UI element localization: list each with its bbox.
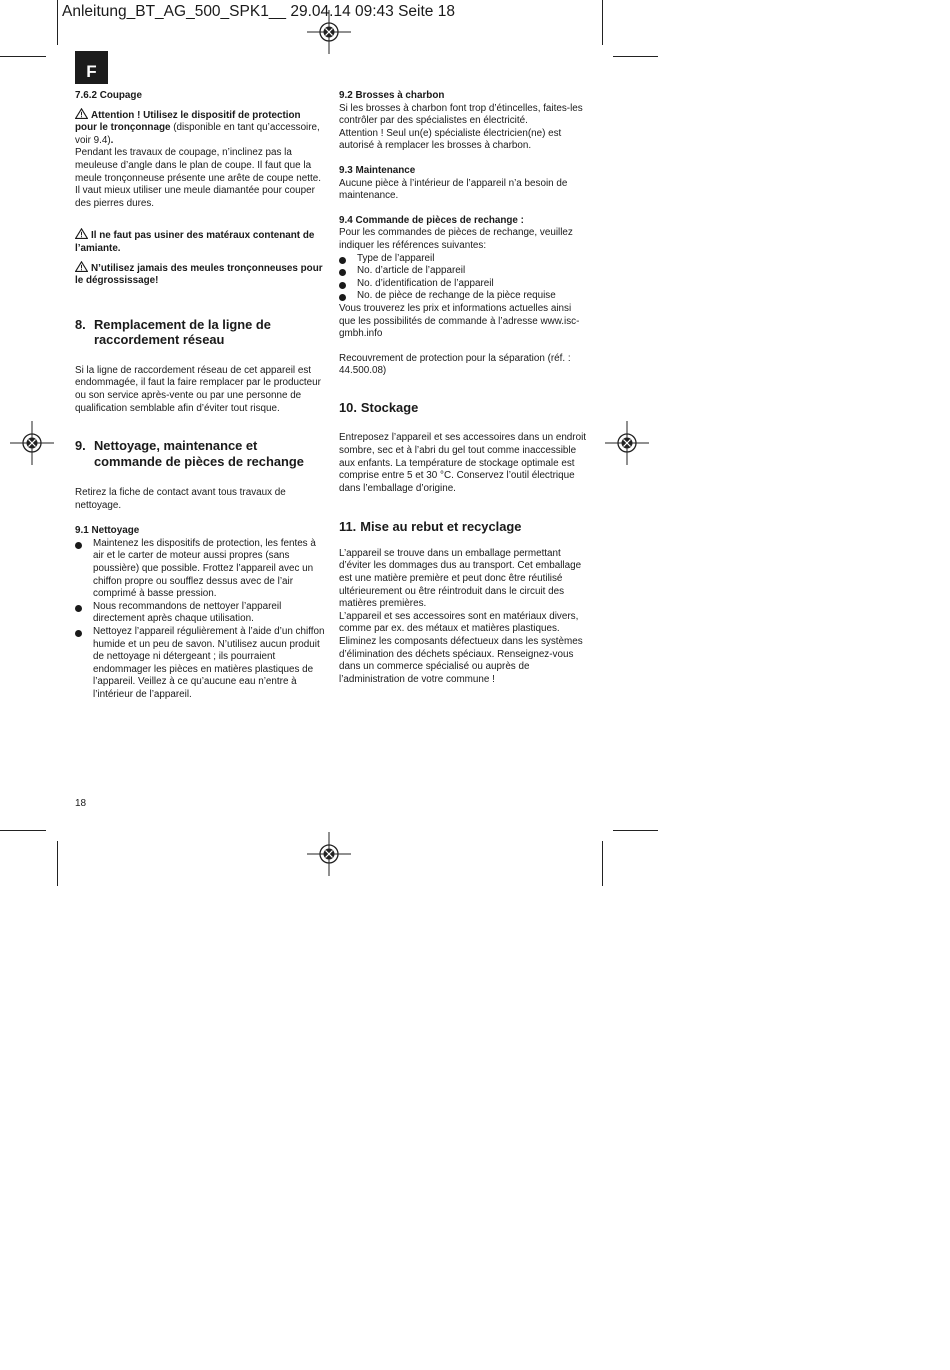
spare-parts-intro: Pour les commandes de pièces de rechange, veuillez indiquer les références suivantes: [339, 227, 573, 251]
crop-mark [0, 830, 46, 831]
section-9-number: 9. [75, 438, 86, 454]
section-8-title: Remplacement de la ligne de raccordement réseau [94, 316, 271, 348]
list-item: No. d’article de l’appareil [339, 265, 589, 278]
list-item: Maintenez les dispositifs de protection, les fentes à air et le carter de moteur aussi propres (sans poussière) que possible. Frottez l’appareil avec un chiffon propre ou soufflez dessus avec de l’air comprimé à basse pression. [75, 538, 325, 601]
crop-mark [602, 841, 603, 886]
warning-icon [75, 261, 88, 272]
crop-mark [57, 0, 58, 45]
section-9-heading [75, 438, 325, 469]
registration-mark-icon [10, 421, 54, 465]
brushes-attention: Attention ! Seul un(e) spécialiste électricien(ne) est autorisé à remplacer les brosses à charbon. [339, 127, 562, 152]
disposal-paragraph-1: L’appareil se trouve dans un emballage permettant d’éviter les dommages dus au transport. Cet emballage est une matière première et peut donc être réutilisé ultérieurement ou être réintroduit dans le circuit des matières premières. [339, 547, 582, 610]
spare-parts-info: Vous trouverez les prix et informations actuelles ainsi que les possibilités de commande à l’adresse www.isc-gmbh.info [339, 302, 580, 340]
section-7-6-2-title: 7.6.2 Coupage [75, 90, 142, 101]
crop-mark [57, 841, 58, 886]
section-9-intro: Retirez la fiche de contact avant tous travaux de nettoyage. [75, 487, 286, 511]
list-item: No. de pièce de rechange de la pièce requise [339, 290, 589, 303]
asbestos-warning-text: Il ne faut pas usiner des matéraux contenant de l’amiante. [75, 230, 315, 254]
registration-mark-icon [307, 832, 351, 876]
asbestos-warning [75, 228, 325, 255]
list-item: Nettoyez l’appareil régulièrement à l’aide d’un chiffon humide et un peu de savon. N’utilisez aucun produit de nettoyage ni détergeant ; ils pourraient endommager les pièces en matières plastiques de l’appareil. Veillez à ce qu’aucune eau n’entre à l’intérieur de l’appareil. [75, 626, 325, 702]
list-item: Nous recommandons de nettoyer l’appareil directement après chaque utilisation. [75, 601, 325, 626]
storage-paragraph: Entreposez l’appareil et ses accessoires dans un endroit sombre, sec et à l’abri du gel tout comme inaccessible aux enfants. La température de stockage optimale est comprise entre 5 et 30 °C. Conservez l’outil électrique dans l’emballage d’origine. [339, 432, 587, 494]
disposal-paragraph-2: L’appareil et ses accessoires sont en matériaux divers, comme par ex. des métaux et matières plastiques. Eliminez les composants défectueux dans les systèmes d’élimination des déchets spéciaux. Renseignez-vous dans un commerce spécialisé ou auprès de l’administration de votre commune ! [339, 610, 583, 685]
section-9-3-title: 9.3 Maintenance [339, 164, 416, 176]
language-tab [75, 51, 108, 84]
brushes-paragraph: Si les brosses à charbon font trop d’étincelles, faites-les contrôler par des spécialistes en électricité. [339, 102, 583, 127]
cleaning-list [75, 538, 325, 702]
section-9-1-title: 9.1 Nettoyage [75, 525, 140, 537]
section-11-title: Mise au rebut et recyclage [360, 519, 522, 535]
page-number: 18 [75, 798, 87, 809]
spare-parts-list [339, 253, 589, 303]
crop-mark [613, 830, 658, 831]
right-column [339, 90, 589, 686]
left-column [75, 90, 325, 702]
warning-icon [75, 108, 88, 119]
section-8-heading [75, 317, 325, 348]
roughing-warning-text: N’utilisez jamais des meules tronçonneuses pour le dégrossissage! [75, 262, 323, 287]
section-9-2-title: 9.2 Brosses à charbon [339, 90, 445, 101]
language-tab-label: F [86, 62, 97, 81]
registration-mark-icon [605, 421, 649, 465]
crop-mark [0, 56, 46, 57]
cutting-guard-warning [75, 108, 325, 148]
section-8-number: 8. [75, 316, 86, 332]
maintenance-paragraph: Aucune pièce à l’intérieur de l’appareil n’a besoin de maintenance. [339, 177, 568, 202]
warning-normal-text: (disponible en tant qu’accessoire, voir 9.4) [75, 122, 320, 146]
print-slug: Anleitung_BT_AG_500_SPK1__ 29.04.14 09:43 Seite 18 [62, 3, 455, 20]
list-item: No. d’identification de l’appareil [339, 278, 589, 291]
crop-mark [613, 56, 658, 57]
section-8-body: Si la ligne de raccordement réseau de cet appareil est endommagée, il faut la faire remplacer par le producteur ou son service après-vente ou par une personne de qualification semblable afin d’éviter tout risque. [75, 364, 321, 414]
roughing-warning [75, 261, 325, 288]
section-11-heading [339, 519, 589, 535]
warning-bold-text: Attention ! Utilisez le dispositif de protection pour le tronçonnage [75, 109, 301, 134]
diamond-wheel-paragraph: Il vaut mieux utiliser une meule diamantée pour couper des pierres dures. [75, 185, 315, 209]
crop-mark [602, 0, 603, 45]
section-9-4-title: 9.4 Commande de pièces de rechange : [339, 214, 524, 226]
section-9-title: Nettoyage, maintenance et commande de pièces de rechange [94, 438, 304, 469]
protective-cover-reference: Recouvrement de protection pour la séparation (réf. : 44.500.08) [339, 352, 571, 377]
cutting-paragraph: Pendant les travaux de coupage, n’inclinez pas la meuleuse d’angle dans le plan de coupe. Il faut que la meule tronçonneuse présente une arête de coupe nette. [75, 147, 321, 184]
section-11-number: 11. [339, 519, 357, 535]
registration-mark-icon [307, 10, 351, 54]
list-item: Type de l’appareil [339, 253, 589, 266]
section-10-heading [339, 400, 589, 416]
warning-icon [75, 228, 88, 239]
section-10-number: 10. [339, 399, 357, 415]
warning-end: . [110, 134, 114, 146]
section-10-title: Stockage [360, 399, 419, 415]
